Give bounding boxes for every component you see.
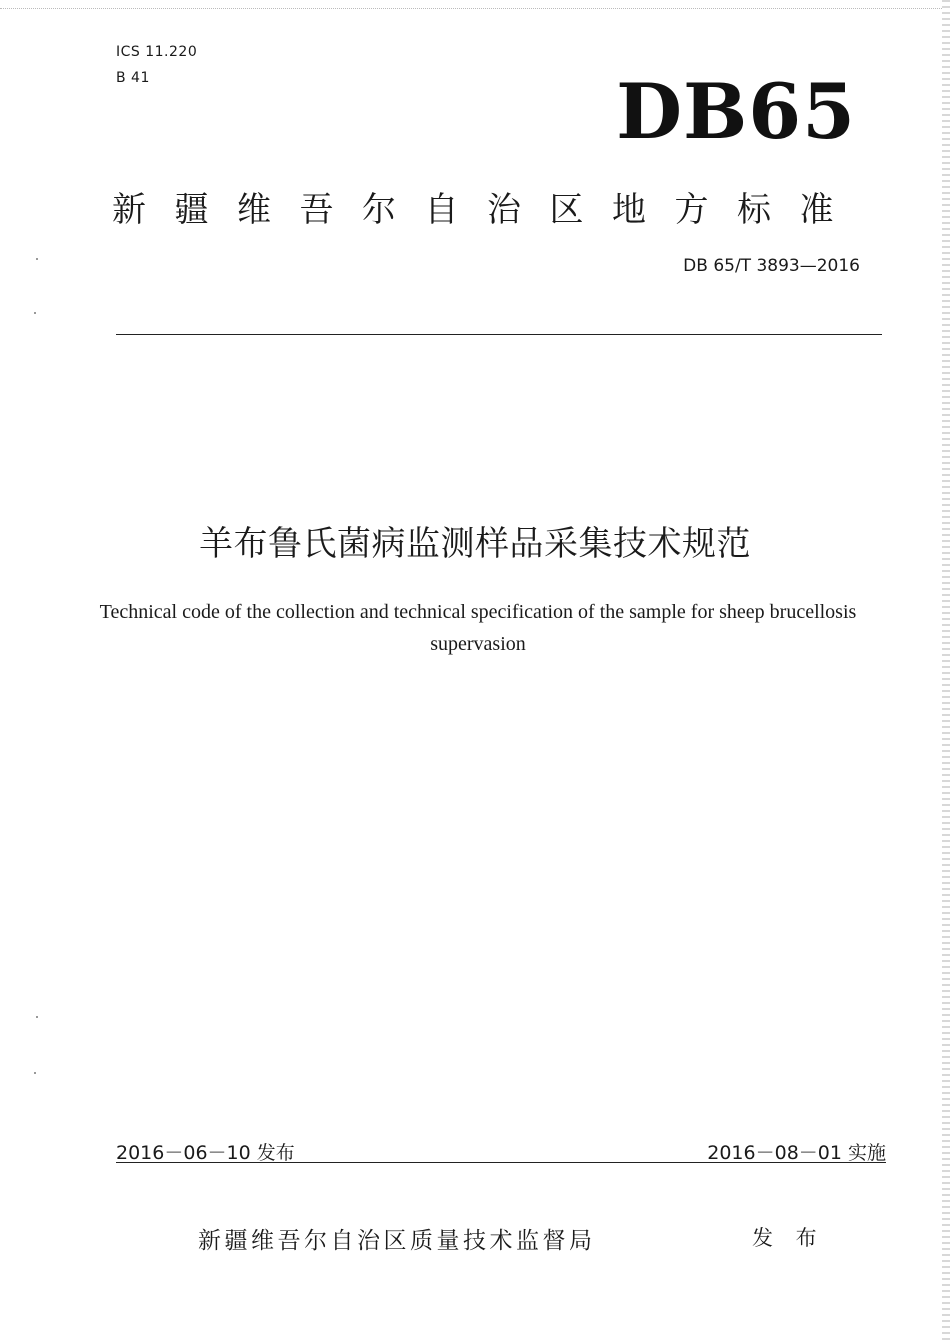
- issue-date: 2016－06－10 发布: [116, 1142, 295, 1164]
- standard-type-heading: 新疆维吾尔自治区地方标准: [112, 190, 862, 230]
- ics-code: ICS 11.220: [116, 44, 198, 60]
- document-title-chinese: 羊布鲁氏菌病监测样品采集技术规范: [199, 524, 751, 564]
- issue-label: 发 布: [752, 1226, 825, 1250]
- implementation-date: 2016－08－01 实施: [707, 1142, 886, 1164]
- standard-number: DB 65/T 3893—2016: [683, 256, 860, 276]
- scan-speck: [34, 312, 36, 314]
- ccs-code: B 41: [116, 70, 150, 86]
- header-divider: [116, 334, 882, 335]
- scan-speck: [34, 1072, 36, 1074]
- scan-speck: [36, 258, 38, 260]
- footer-divider: [116, 1162, 886, 1163]
- db65-logo: DB65: [616, 67, 856, 156]
- scan-edge-top: [0, 0, 950, 9]
- scan-edge-right: [942, 0, 950, 1344]
- scan-speck: [36, 1016, 38, 1018]
- issuing-authority: 新疆维吾尔自治区质量技术监督局: [198, 1228, 596, 1254]
- document-title-english: Technical code of the collection and technical specification of the sample for sheep brucellosis supervasion: [99, 601, 857, 655]
